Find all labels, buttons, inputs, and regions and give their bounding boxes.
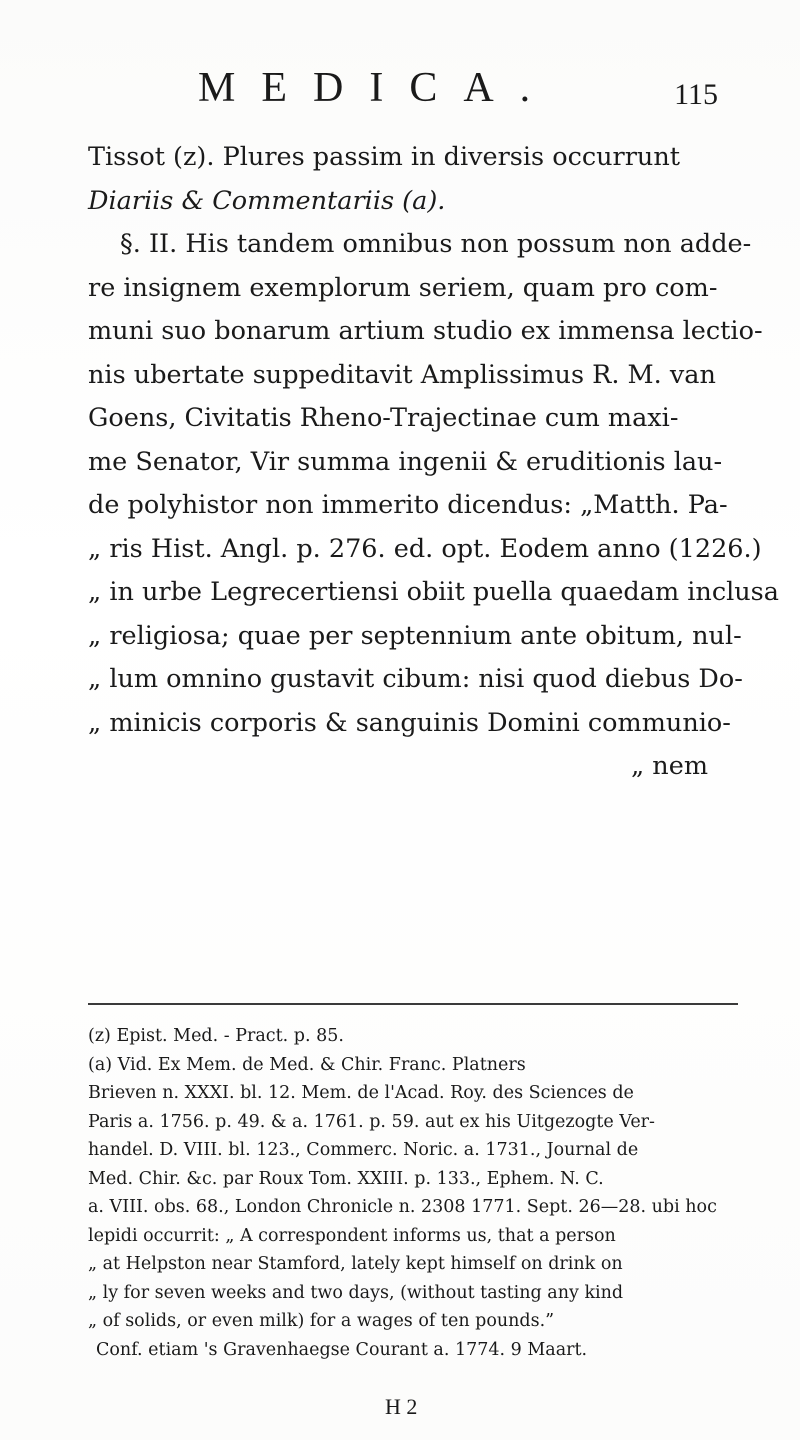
- signature-mark: H 2: [385, 1394, 418, 1419]
- footnote-line: (a) Vid. Ex Mem. de Med. & Chir. Franc. Platners: [88, 1054, 526, 1075]
- footnotes: [88, 1022, 738, 1364]
- body-line: Goens, Civitatis Rheno-Trajectinae cum maxi-: [88, 403, 679, 433]
- footnote-line: Conf. etiam 's Gravenhaegse Courant a. 1774. 9 Maart.: [96, 1339, 588, 1360]
- footnote-line: Paris a. 1756. p. 49. & a. 1761. p. 59. aut ex his Uitgezogte Ver-: [88, 1111, 655, 1132]
- quote-line: „ minicis corporis & sanguinis Domini communio-: [88, 707, 731, 738]
- catchword: „ nem: [630, 751, 708, 781]
- footnote-line: Med. Chir. &c. par Roux Tom. XXIII. p. 133., Ephem. N. C.: [88, 1168, 604, 1189]
- footnote-line: lepidi occurrit: „ A correspondent informs us, that a person: [88, 1225, 616, 1246]
- footnote-line: a. VIII. obs. 68., London Chronicle n. 2308 1771. Sept. 26—28. ubi hoc: [88, 1197, 717, 1217]
- body-line: Tissot (z). Plures passim in diversis occurrunt: [88, 142, 681, 172]
- quote-line: „ in urbe Legrecertiensi obiit puella quaedam inclusa: [88, 577, 779, 607]
- running-title: MEDICA.: [198, 65, 557, 111]
- quote-line: „ lum omnino gustavit cibum: nisi quod diebus Do-: [88, 664, 743, 694]
- section-heading-line: §. II. His tandem omnibus non possum non adde-: [120, 229, 752, 259]
- footnote-line: handel. D. VIII. bl. 123., Commerc. Noric. a. 1731., Journal de: [88, 1140, 639, 1160]
- page-number: 115: [674, 78, 718, 111]
- footnote-line: „ ly for seven weeks and two days, (without tasting any kind: [88, 1282, 624, 1303]
- body-line: muni suo bonarum artium studio ex immensa lectio-: [88, 316, 763, 346]
- body-line: me Senator, Vir summa ingenii & eruditionis lau-: [88, 446, 723, 477]
- body-text: [88, 136, 779, 789]
- quote-line: „ ris Hist. Angl. p. 276. ed. opt. Eodem anno (1226.): [88, 533, 762, 564]
- footnote-line: (z) Epist. Med. - Pract. p. 85.: [88, 1026, 344, 1046]
- footnote-divider: [88, 1003, 738, 1005]
- footnote-line: Brieven n. XXXI. bl. 12. Mem. de l'Acad. Roy. des Sciences de: [88, 1083, 634, 1103]
- body-line: nis ubertate suppeditavit Amplissimus R. M. van: [88, 359, 716, 390]
- body-line: Diariis & Commentariis (a).: [88, 185, 446, 216]
- body-line: re insignem exemplorum seriem, quam pro com-: [88, 272, 718, 303]
- footnote-line: „ at Helpston near Stamford, lately kept himself on drink on: [88, 1254, 623, 1274]
- quote-line: „ religiosa; quae per septennium ante obitum, nul-: [88, 620, 742, 651]
- footnote-line: „ of solids, or even milk) for a wages of ten pounds.”: [88, 1311, 555, 1331]
- running-head: [198, 64, 718, 124]
- body-line: de polyhistor non immerito dicendus: „Matth. Pa-: [88, 490, 728, 520]
